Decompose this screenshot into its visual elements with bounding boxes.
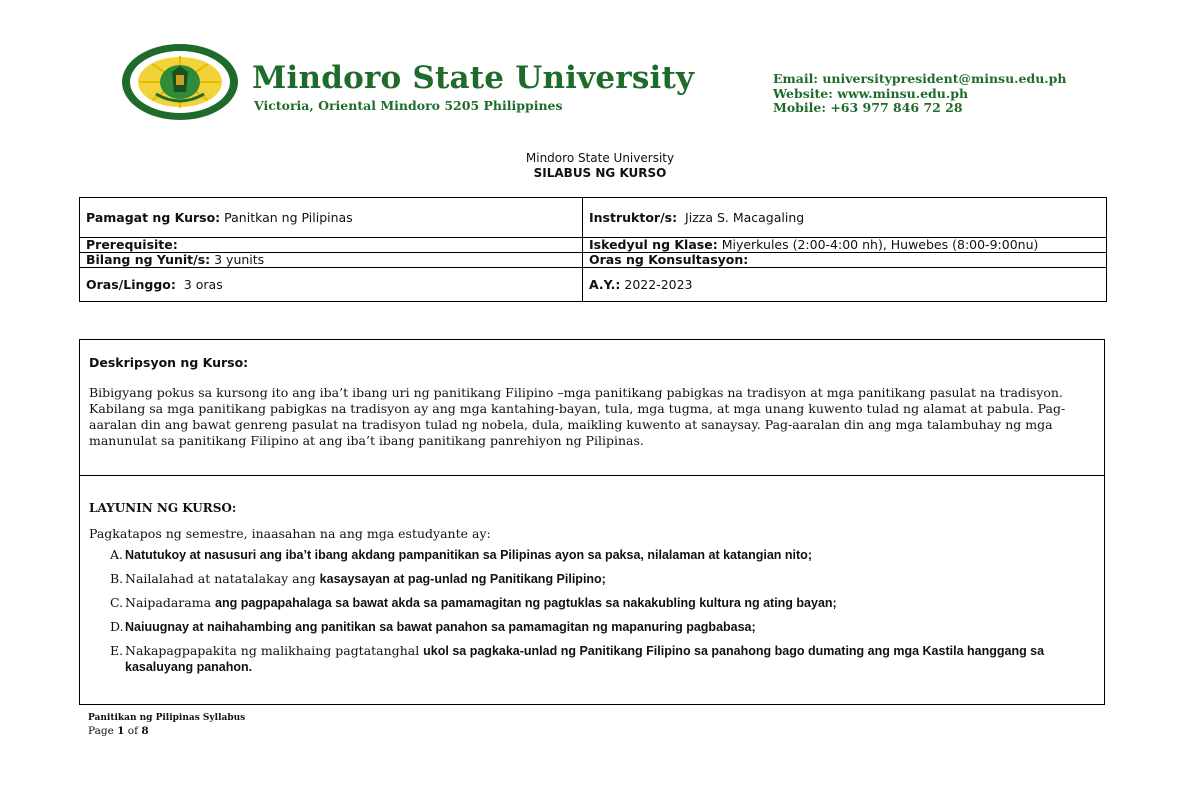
objective-item [89, 595, 1095, 611]
objective-text: ukol sa pagkaka-unlad ng Panitikang Filipino sa panahong bago dumating ang mga Kastila hanggang sa kasaluyang panahon. [125, 644, 1045, 674]
units-value: 3 yunits [214, 252, 265, 267]
hours-cell [80, 268, 583, 302]
university-name: Mindoro State University [252, 60, 695, 96]
contact-block [773, 72, 1067, 116]
schedule-value: Miyerkules (2:00-4:00 nh), Huwebes (8:00-9:00nu) [721, 237, 1039, 252]
objective-plain: Nailalahad at natatalakay ang [125, 571, 320, 586]
course-title-cell [80, 198, 583, 238]
instructor-cell [583, 198, 1107, 238]
description-heading: Deskripsyon ng Kurso: [89, 355, 249, 370]
of-word: of [127, 725, 139, 737]
total-pages: 8 [141, 725, 149, 737]
hours-label: Oras/Linggo: [86, 277, 176, 292]
course-description-section [80, 340, 1104, 476]
objective-letter: D. [110, 619, 124, 634]
objective-text: ang pagpapahalaga sa bawat akda sa pamamagitan ng pagtuklas sa nakakubling kultura ng ating bayan; [215, 596, 837, 610]
schedule-cell [583, 238, 1107, 253]
objective-letter: B. [110, 571, 124, 586]
course-title-value: Panitkan ng Pilipinas [224, 210, 353, 225]
objective-text: Naiuugnay at naihahambing ang panitikan sa bawat panahon sa pamamagitan ng mapanuring pagbabasa; [125, 620, 756, 634]
objective-item [89, 619, 1095, 635]
prerequisite-cell [80, 238, 583, 253]
contact-email[interactable]: Email: universitypresident@minsu.edu.ph [773, 71, 1067, 86]
objective-plain: Nakapagpapakita ng malikhaing pagtatanghal [125, 643, 424, 658]
objective-item [89, 571, 1095, 587]
description-body: Bibigyang pokus sa kursong ito ang iba’t ibang uri ng panitikang Filipino –mga panitikang pabigkas na tradisyon at mga panitikang pasulat na tradisyon. Kabilang sa mga panitikang pabigkas na tradisyon ay ang mga kantahing-bayan, tula, mga tugma, at mga unang kuwento tulad ng alamat at pabula. Pag-aaralan din ang bawat genreng pasulat na tradisyon tulad ng nobela, dula, maikling kuwento at sanaysay. Pag-aaralan din ang mga talambuhay ng mga manunulat sa panitikang Filipino at ang iba’t ibang panitikang panrehiyon ng Pilipinas. [89, 385, 1066, 448]
course-objectives-section [80, 476, 1104, 675]
objective-plain: Naipadarama [125, 595, 216, 610]
academic-year-cell [583, 268, 1107, 302]
instructor-label: Instruktor/s: [589, 210, 678, 225]
page-word: Page [88, 725, 114, 737]
document-title: SILABUS NG KURSO [533, 166, 667, 180]
page-footer [88, 713, 245, 737]
hours-value: 3 oras [183, 277, 223, 292]
objectives-list [89, 547, 1095, 675]
objectives-intro: Pagkatapos ng semestre, inaasahan na ang mga estudyante ay: [89, 526, 491, 541]
page-number [88, 725, 245, 737]
document-subtitle: Mindoro State University [525, 151, 675, 165]
university-seal-logo [120, 42, 240, 122]
contact-website[interactable]: Website: www.minsu.edu.ph [773, 85, 969, 101]
consultation-label: Oras ng Konsultasyon: [589, 252, 749, 267]
course-content-box [79, 339, 1105, 705]
consultation-cell [583, 253, 1107, 268]
prerequisite-label: Prerequisite: [86, 237, 178, 252]
schedule-label: Iskedyul ng Klase: [589, 237, 718, 252]
current-page: 1 [117, 725, 125, 737]
objective-text: kasaysayan at pag-unlad ng Panitikang Pilipino; [319, 572, 606, 586]
objective-letter: E. [110, 643, 124, 658]
objective-item [89, 643, 1095, 675]
course-title-label: Pamagat ng Kurso: [86, 210, 221, 225]
academic-year-label: A.Y.: [589, 277, 621, 292]
objectives-heading: LAYUNIN NG KURSO: [89, 501, 237, 515]
objective-letter: C. [110, 595, 124, 610]
objective-text: Natutukoy at nasusuri ang iba’t ibang akdang pampanitikan sa Pilipinas ayon sa paksa, nilalaman at katangian nito; [125, 548, 812, 562]
units-label: Bilang ng Yunit/s: [86, 252, 211, 267]
footer-title: Panitikan ng Pilipinas Syllabus [88, 713, 246, 723]
instructor-value: Jizza S. Macagaling [685, 210, 805, 225]
university-address: Victoria, Oriental Mindoro 5205 Philippines [254, 98, 563, 113]
course-info-table [79, 197, 1107, 302]
units-cell [80, 253, 583, 268]
contact-mobile: Mobile: +63 977 846 72 28 [773, 100, 963, 115]
objective-letter: A. [110, 547, 124, 562]
objective-item [89, 547, 1095, 563]
academic-year-value: 2022-2023 [624, 277, 693, 292]
